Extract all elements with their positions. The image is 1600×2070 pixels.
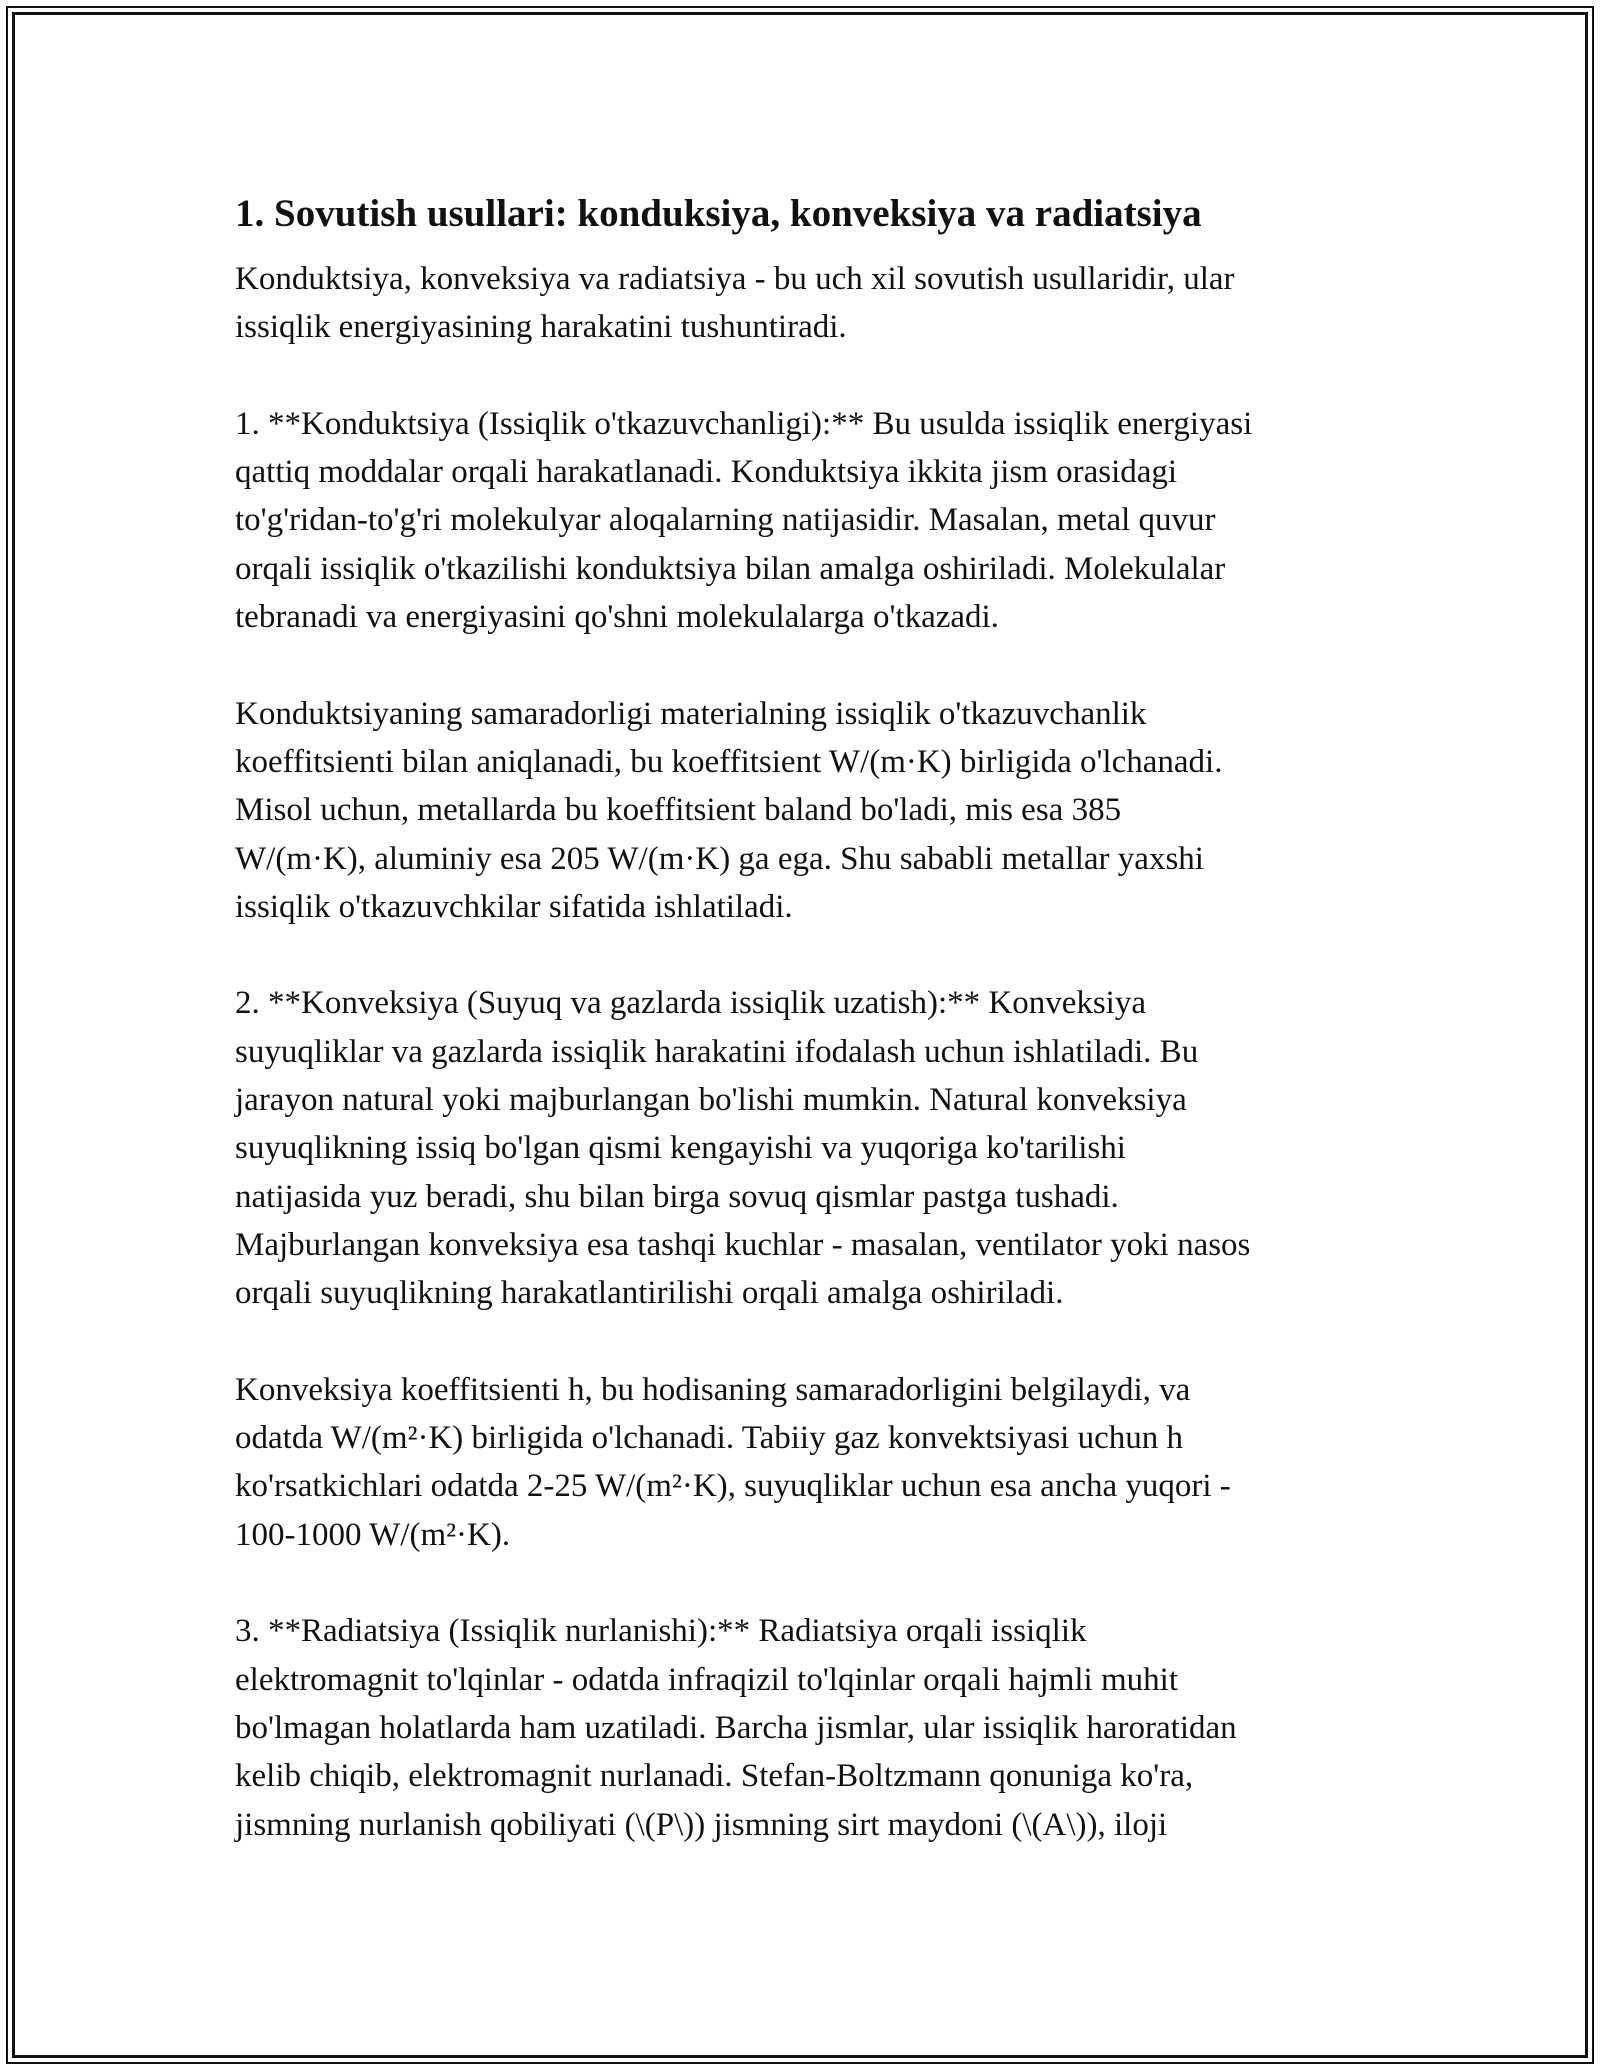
document-body [235,185,1375,1849]
radiation-paragraph: 3. **Radiatsiya (Issiqlik nurlanishi):** Radiatsiya orqali issiqlik elektromagnit to'lqinlar - odatda infraqizil to'lqinlar orqali hajmli muhit bo'lmagan holatlarda ham uzatiladi. Barcha jismlar, ular issiqlik haroratidan kelib chiqib, elektromagnit nurlanadi. Stefan-Boltzmann qonuniga ko'ra, jismning nurlanish qobiliyati (\(P\)) jismning sirt maydoni (\(A\)), iloji [235,1613,1237,1843]
conduction-coefficient-paragraph: Konduktsiyaning samaradorligi materialning issiqlik o'tkazuvchanlik koeffitsienti bilan aniqlanadi, bu koeffitsient W/(m·K) birligida o'lchanadi. Misol uchun, metallarda bu koeffitsient baland bo'ladi, mis esa 385 W/(m·K), aluminiy esa 205 W/(m·K) ga ega. Shu sababli metallar yaxshi issiqlik o'tkazuvchkilar sifatida ishlatiladi. [235,695,1223,925]
conduction-paragraph: 1. **Konduktsiya (Issiqlik o'tkazuvchanligi):** Bu usulda issiqlik energiyasi qattiq moddalar orqali harakatlanadi. Konduktsiya ikkita jism orasidagi to'g'ridan-to'g'ri molekulyar aloqalarning natijasidir. Masalan, metal quvur orqali issiqlik o'tkazilishi konduktsiya bilan amalga oshiriladi. Molekulalar tebranadi va energiyasini qo'shni molekulalarga o'tkazadi. [235,405,1253,636]
section-heading: 1. Sovutish usullari: konduksiya, konveksiya va radiatsiya [235,192,1202,235]
convection-paragraph: 2. **Konveksiya (Suyuq va gazlarda issiqlik uzatish):** Konveksiya suyuqliklar va gazlarda issiqlik harakatini ifodalash uchun ishlatiladi. Bu jarayon natural yoki majburlangan bo'lishi mumkin. Natural konveksiya suyuqlikning issiq bo'lgan qismi kengayishi va yuqoriga ko'tarilishi natijasida yuz beradi, shu bilan birga sovuq qismlar pastga tushadi. Majburlangan konveksiya esa tashqi kuchlar - masalan, ventilator yoki nasos orqali suyuqlikning harakatlantirilishi orqali amalga oshiriladi. [235,985,1251,1312]
convection-coefficient-paragraph: Konveksiya koeffitsienti h, bu hodisaning samaradorligini belgilaydi, va odatda W/(m²·K) birligida o'lchanadi. Tabiiy gaz konvektsiyasi uchun h ko'rsatkichlari odatda 2-25 W/(m²·K), suyuqliklar uchun esa ancha yuqori - 100-1000 W/(m²·K). [235,1371,1231,1553]
intro-paragraph: Konduktsiya, konveksiya va radiatsiya - bu uch xil sovutish usullaridir, ular issiqlik energiyasining harakatini tushuntiradi. [235,261,1235,346]
